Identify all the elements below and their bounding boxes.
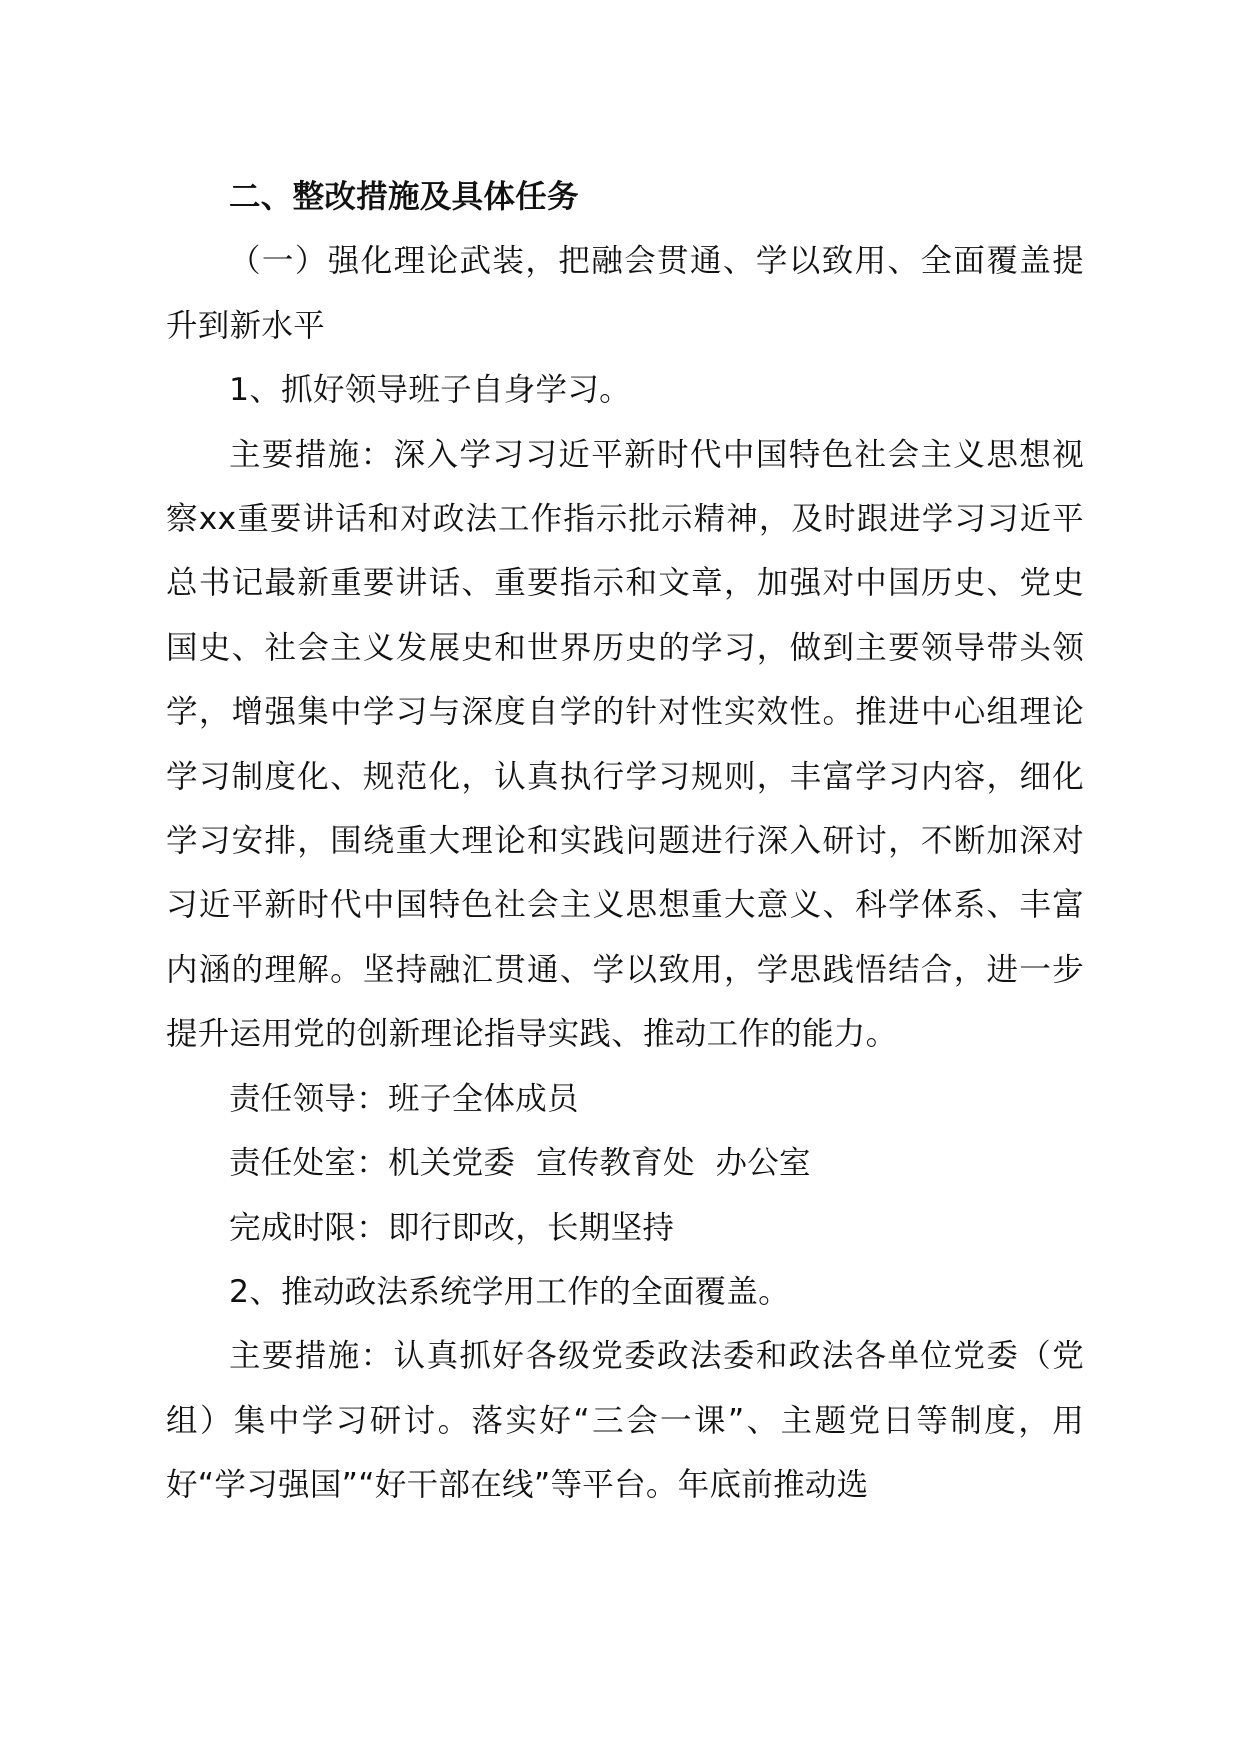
item-title: 2、推动政法系统学用工作的全面覆盖。 — [229, 1273, 790, 1310]
section-heading: 二、整改措施及具体任务 — [229, 179, 579, 215]
measures-paragraph: 主要措施：认真抓好各级党委政法委和政法各单位党委（党组）集中学习研讨。落实好“三会一课”、主题党日等制度，用好“学习强国”“好干部在线”等平台。年底前推动选 — [166, 1338, 1084, 1504]
measures-paragraph: 主要措施：深入学习习近平新时代中国特色社会主义思想视察xx重要讲话和对政法工作指示批示精神，及时跟进学习习近平总书记最新重要讲话、重要指示和文章，加强对中国历史、党史国史、社会主义发展史和世界历史的学习，做到主要领导带头领学，增强集中学习与深度自学的针对性实效性。推进中心组理论学习制度化、规范化，认真执行学习规则，丰富学习内容，细化学习安排，围绕重大理论和实践问题进行深入研讨，不断加深对习近平新时代中国特色社会主义思想重大意义、科学体系、丰富内涵的理解。坚持融汇贯通、学以致用，学思践悟结合，进一步提升运用党的创新理论指导实践、推动工作的能力。 — [166, 436, 1084, 1053]
item-title: 1、抓好领导班子自身学习。 — [229, 372, 631, 409]
responsible-leader: 责任领导：班子全体成员 — [229, 1080, 579, 1117]
deadline: 完成时限：即行即改，长期坚持 — [229, 1209, 675, 1246]
responsible-office: 责任处室：机关党委 宣传教育处 办公室 — [229, 1145, 811, 1182]
document-body — [166, 165, 1084, 1518]
subsection-title: （一）强化理论武装，把融会贯通、学以致用、全面覆盖提升到新水平 — [166, 243, 1084, 344]
